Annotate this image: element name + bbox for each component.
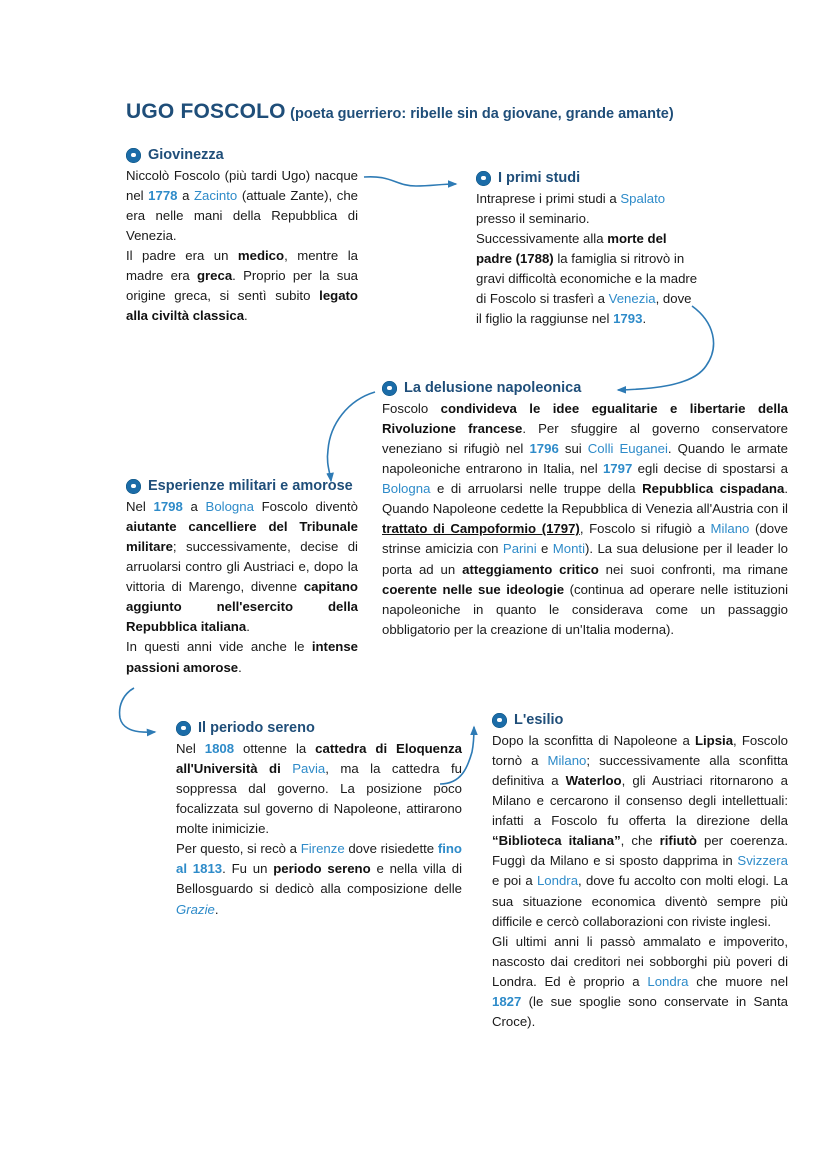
arrow-giovinezza-to-primi-studi — [364, 177, 456, 186]
section-heading-label: Il periodo sereno — [198, 720, 315, 736]
section-esperienze-militari-amorose — [126, 478, 358, 678]
arrow-esperienze-to-periodo-sereno — [120, 688, 155, 732]
section-heading-primi-studi — [476, 170, 698, 186]
section-paragraph: Nel 1798 a Bologna Foscolo diventò aiutante cancelliere del Tribunale militare; successivamente, decise di arruolarsi contro gli Austriaci e, dopo la vittoria di Marengo, divenne capitano aggiunto nell'esercito della Repubblica italiana. — [126, 499, 359, 635]
section-heading-label: I primi studi — [498, 170, 581, 186]
section-paragraph: Il padre era un medico, mentre la madre era greca. Proprio per la sua origine greca, si sentì subito legato alla civiltà classica. — [126, 248, 358, 324]
section-heading-periodo-sereno — [176, 720, 462, 736]
section-paragraph: Successivamente alla morte del padre (1788) la famiglia si ritrovò in gravi difficoltà economiche e la madre di Foscolo si trasferì a Venezia, dove il figlio la raggiunse nel 1793. — [476, 231, 698, 327]
section-primi-studi — [476, 170, 698, 329]
section-paragraph: Nel 1808 ottenne la cattedra di Eloquenza all'Università di Pavia, ma la cattedra fu soppressa dal governo. La posizione poco focalizzata sul governo di Napoleone, attirarono molte inimicizie. — [176, 741, 462, 837]
section-paragraph: In questi anni vide anche le intense passioni amorose. — [126, 639, 358, 675]
section-paragraph: Per questo, si recò a Firenze dove risiedette fino al 1813. Fu un periodo sereno e nella villa di Bellosguardo si dedicò alla composizione delle Grazie. — [176, 841, 463, 917]
arrow-delusione-to-esperienze — [327, 392, 375, 481]
section-heading-label: Esperienze militari e amorose — [148, 478, 353, 494]
section-heading-delusione — [382, 380, 788, 396]
page-title-subtitle: (poeta guerriero: ribelle sin da giovane, grande amante) — [290, 106, 674, 122]
bullet-circle-icon — [382, 381, 397, 396]
section-paragraph: Intraprese i primi studi a Spalato presso il seminario. — [476, 191, 666, 227]
section-esilio — [492, 712, 788, 1032]
bullet-circle-icon — [126, 479, 141, 494]
bullet-circle-icon — [126, 148, 141, 163]
section-paragraph: Gli ultimi anni li passò ammalato e impoverito, nascosto dai creditori nei sobborghi più poveri di Londra. Ed è proprio a Londra che muore nel 1827 (le sue spoglie sono conservate in Santa Croce). — [492, 933, 788, 1029]
section-heading-label: Giovinezza — [148, 147, 224, 163]
section-heading-label: L'esilio — [514, 712, 564, 728]
section-heading-esperienze — [126, 478, 358, 494]
section-paragraph: Foscolo condivideva le idee egualitarie e libertarie della Rivoluzione francese. Per sfuggire al governo conservatore veneziano si rifugiò nel 1796 sui Colli Euganei. Quando le armate napoleoniche entrarono in Italia, nel 1797 egli decise di spostarsi a Bologna e di arruolarsi nelle truppe della Repubblica cispadana. Quando Napoleone cedette la Repubblica di Venezia all'Austria con il trattato di Campoformio (1797), Foscolo si rifugiò a Milano (dove strinse amicizia con Parini e Monti). La sua delusione per il leader lo porta ad un atteggiamento critico nei suoi confronti, ma rimane coerente nelle sue ideologie (continua ad operare nelle istituzioni napoleoniche in quanto le considerava come un passaggio obbligatorio per la creazione di un'Italia moderna). — [382, 401, 789, 637]
section-periodo-sereno — [176, 720, 462, 920]
section-delusione-napoleonica — [382, 380, 788, 640]
section-heading-esilio — [492, 712, 788, 728]
bullet-circle-icon — [476, 171, 491, 186]
section-heading-giovinezza — [126, 147, 358, 163]
section-heading-label: La delusione napoleonica — [404, 380, 582, 396]
section-paragraph: Niccolò Foscolo (più tardi Ugo) nacque nel 1778 a Zacinto (attuale Zante), che era nelle mani della Repubblica di Venezia. — [126, 168, 358, 244]
page-title — [126, 100, 674, 124]
page-title-main: UGO FOSCOLO — [126, 100, 286, 123]
bullet-circle-icon — [176, 721, 191, 736]
section-giovinezza — [126, 147, 358, 327]
bullet-circle-icon — [492, 713, 507, 728]
section-paragraph: Dopo la sconfitta di Napoleone a Lipsia, Foscolo tornò a Milano; successivamente alla sconfitta definitiva a Waterloo, gli Austriaci ritornarono a Milano e cercarono il consenso degli intellettuali: infatti a Foscolo fu offerta la direzione della “Biblioteca italiana”, che rifiutò per coerenza. Fuggì da Milano e si sposto dapprima in Svizzera e poi a Londra, dove fu accolto con molti elogi. La sua situazione economica diventò sempre più difficile e cercò collaborazioni con riviste inglesi. — [492, 733, 788, 929]
